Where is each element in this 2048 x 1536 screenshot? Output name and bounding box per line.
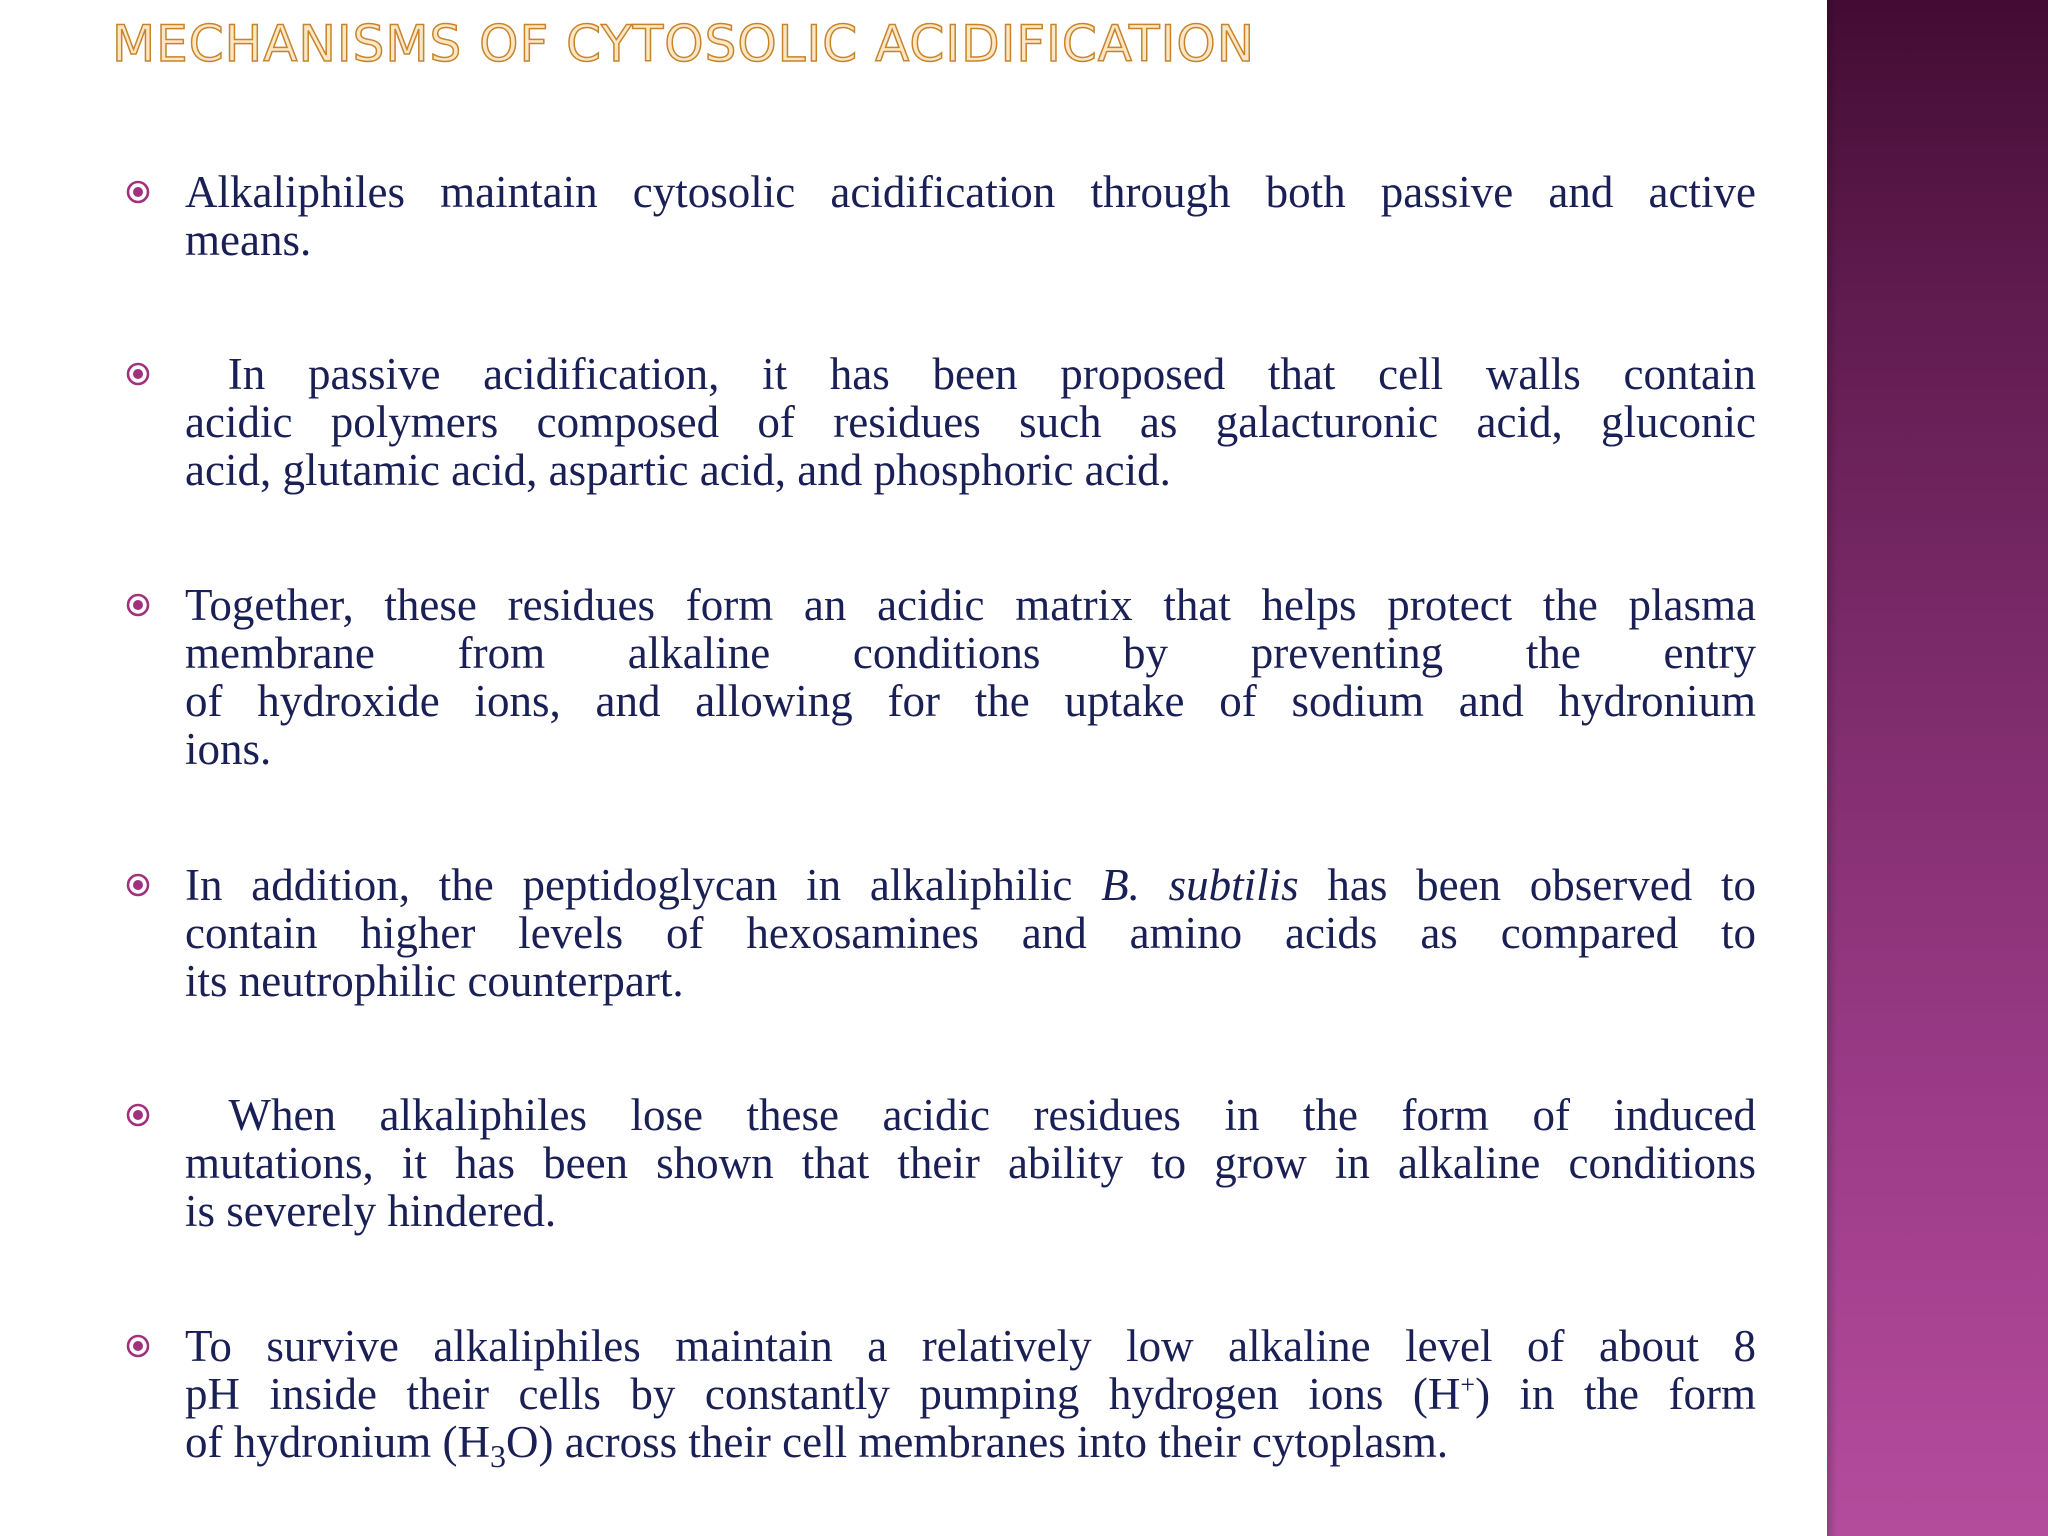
- bullet-4-line-1-start: In addition, the peptidoglycan in alkaliphilic: [185, 860, 1102, 910]
- bullet-4-line-2: contain higher levels of hexosamines and amino acids as compared to: [185, 908, 1756, 958]
- bullet-6-line-3-start: of hydronium (H: [185, 1417, 490, 1467]
- bullet-4-line-1: [185, 861, 1756, 909]
- bullet-text-5: [185, 1091, 1756, 1235]
- circled-dot-bullet-icon: [126, 593, 150, 617]
- species-name: B. subtilis: [1101, 860, 1299, 910]
- bullet-5-line-3: is severely hindered.: [185, 1186, 557, 1236]
- circled-dot-bullet-icon: [126, 1334, 150, 1358]
- bullet-6-line-3: [185, 1417, 1756, 1474]
- bullet-6-line-2-end: ) in the form: [1475, 1369, 1757, 1419]
- superscript-plus: +: [1460, 1370, 1476, 1399]
- bullet-5-line-2: mutations, it has been shown that their ability to grow in alkaline conditions: [185, 1138, 1756, 1188]
- subscript-3: 3: [489, 1438, 506, 1474]
- bullet-6-line-1: To survive alkaliphiles maintain a relatively low alkaline level of about 8: [185, 1321, 1756, 1371]
- bullet-text-2: [185, 350, 1756, 494]
- bullet-3-line-2: membrane from alkaline conditions by preventing the entry: [185, 628, 1756, 678]
- bullet-4-line-1-end: has been observed to: [1298, 860, 1756, 910]
- bullet-text-1: [185, 168, 1756, 264]
- bullet-text-3: [185, 581, 1756, 773]
- bullet-5-line-1: When alkaliphiles lose these acidic residues in the form of induced: [185, 1090, 1757, 1140]
- bullet-3-line-1: Together, these residues form an acidic matrix that helps protect the plasma: [185, 580, 1756, 630]
- bullet-6-line-2-start: pH inside their cells by constantly pumping hydrogen ions (H: [185, 1369, 1461, 1419]
- bullet-text-6: [185, 1321, 1757, 1474]
- circled-dot-bullet-icon: [126, 1103, 150, 1127]
- bullet-6-line-3-end: O) across their cell membranes into their cytoplasm.: [505, 1417, 1449, 1467]
- bullet-2-line-3: acid, glutamic acid, aspartic acid, and phosphoric acid.: [185, 445, 1171, 495]
- bullet-1-line-1: Alkaliphiles maintain cytosolic acidification through both passive and active: [185, 167, 1756, 217]
- circled-dot-bullet-icon: [126, 180, 150, 204]
- bullet-3-line-4: ions.: [185, 724, 272, 774]
- bullet-text-4: [185, 861, 1756, 1005]
- bullet-2-line-2: acidic polymers composed of residues such as galacturonic acid, gluconic: [185, 397, 1756, 447]
- bullet-1-line-2: means.: [185, 215, 312, 265]
- bullet-2-line-1: In passive acidification, it has been proposed that cell walls contain: [185, 349, 1757, 399]
- bullet-4-line-3: its neutrophilic counterpart.: [185, 956, 684, 1006]
- slide-title: MECHANISMS OF CYTOSOLIC ACIDIFICATION: [112, 15, 1256, 73]
- circled-dot-bullet-icon: [126, 362, 150, 386]
- circled-dot-bullet-icon: [126, 873, 150, 897]
- bullet-3-line-3: of hydroxide ions, and allowing for the uptake of sodium and hydronium: [185, 676, 1756, 726]
- decorative-side-panel: [1827, 0, 2048, 1536]
- bullet-6-line-2: [185, 1370, 1756, 1418]
